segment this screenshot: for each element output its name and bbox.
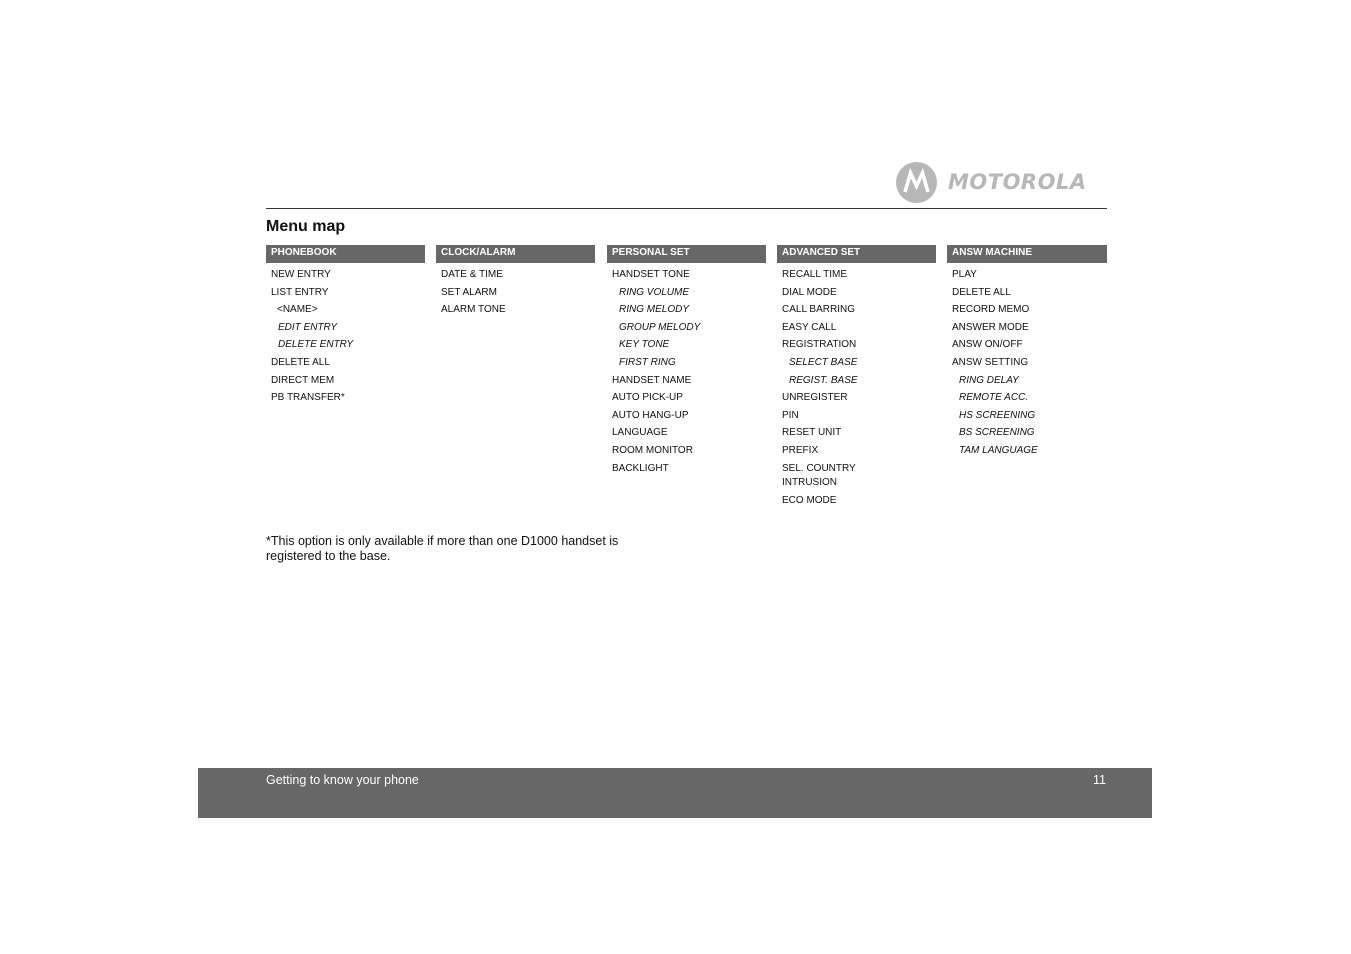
menu-item: ANSW ON/OFF — [952, 339, 1023, 351]
column-header: CLOCK/ALARM — [436, 245, 595, 263]
footer-section-title: Getting to know your phone — [266, 773, 419, 787]
menu-item: ANSW SETTING — [952, 356, 1029, 368]
menu-item: RECORD MEMO — [952, 304, 1030, 316]
menu-item: NEW ENTRY — [271, 269, 331, 280]
menu-item: DIAL MODE — [782, 286, 837, 298]
menu-subitem: FIRST RING — [619, 356, 676, 368]
menu-item: AUTO PICK-UP — [612, 392, 683, 404]
header-rule — [266, 208, 1107, 209]
menu-item: LANGUAGE — [612, 427, 668, 439]
menu-subitem: RING MELODY — [619, 304, 690, 316]
menu-item: PIN — [782, 409, 799, 421]
menu-item: DELETE ALL — [952, 286, 1011, 298]
menu-subitem: DELETE ENTRY — [278, 339, 354, 351]
menu-column-advanced-set — [777, 245, 936, 509]
column-header: ADVANCED SET — [777, 245, 936, 263]
menu-item: RESET UNIT — [782, 427, 842, 439]
menu-subitem: BS SCREENING — [959, 427, 1035, 439]
column-header: PERSONAL SET — [607, 245, 766, 263]
menu-item: UNREGISTER — [782, 392, 848, 404]
menu-item: LIST ENTRY — [271, 286, 329, 298]
menu-item: ANSWER MODE — [952, 321, 1029, 333]
menu-item: BACKLIGHT — [612, 462, 669, 474]
menu-subitem: <NAME> — [277, 304, 318, 316]
menu-item: ALARM TONE — [441, 304, 506, 316]
menu-item: RECALL TIME — [782, 269, 848, 280]
column-header: PHONEBOOK — [266, 245, 425, 263]
menu-subitem: RING DELAY — [959, 374, 1019, 386]
menu-item: REGISTRATION — [782, 339, 857, 351]
menu-subitem: REMOTE ACC. — [959, 392, 1029, 404]
menu-list — [436, 263, 595, 319]
menu-item: PB TRANSFER* — [271, 392, 345, 404]
menu-item: DATE & TIME — [441, 269, 503, 280]
motorola-logo — [896, 162, 1108, 204]
menu-item: AUTO HANG-UP — [612, 409, 689, 421]
menu-list — [777, 263, 936, 509]
menu-list — [266, 263, 425, 407]
menu-column-phonebook — [266, 245, 425, 407]
menu-subitem: REGIST. BASE — [789, 374, 858, 386]
menu-subitem: EDIT ENTRY — [278, 321, 338, 333]
menu-item: PREFIX — [782, 444, 819, 456]
menu-list — [607, 263, 766, 477]
menu-subitem: RING VOLUME — [619, 286, 690, 298]
page-footer — [198, 768, 1152, 818]
menu-item: SEL. COUNTRY INTRUSION — [782, 462, 856, 488]
page-number: 11 — [1093, 773, 1106, 787]
brand-wordmark: MOTOROLA — [948, 170, 1087, 194]
menu-item: ECO MODE — [782, 494, 837, 506]
menu-item: DELETE ALL — [271, 356, 330, 368]
menu-subitem: TAM LANGUAGE — [959, 444, 1038, 456]
footnote: *This option is only available if more than one D1000 handset is registered to the base. — [266, 534, 619, 563]
menu-item: SET ALARM — [441, 286, 497, 298]
menu-column-personal-set — [607, 245, 766, 477]
page-title: Menu map — [266, 218, 346, 235]
menu-item: HANDSET NAME — [612, 374, 692, 386]
menu-item: CALL BARRING — [782, 304, 855, 316]
menu-item: EASY CALL — [782, 321, 837, 333]
menu-item: PLAY — [952, 269, 977, 280]
menu-item: DIRECT MEM — [271, 374, 335, 386]
menu-column-clock-alarm — [436, 245, 595, 319]
menu-subitem: HS SCREENING — [959, 409, 1036, 421]
menu-column-answ-machine — [947, 245, 1107, 460]
column-header: ANSW MACHINE — [947, 245, 1107, 263]
menu-subitem: KEY TONE — [619, 339, 670, 351]
motorola-batwing-icon — [896, 162, 937, 203]
menu-subitem: SELECT BASE — [789, 356, 858, 368]
menu-list — [947, 263, 1107, 460]
menu-subitem: GROUP MELODY — [619, 321, 701, 333]
menu-item: HANDSET TONE — [612, 269, 690, 280]
menu-item: ROOM MONITOR — [612, 444, 693, 456]
